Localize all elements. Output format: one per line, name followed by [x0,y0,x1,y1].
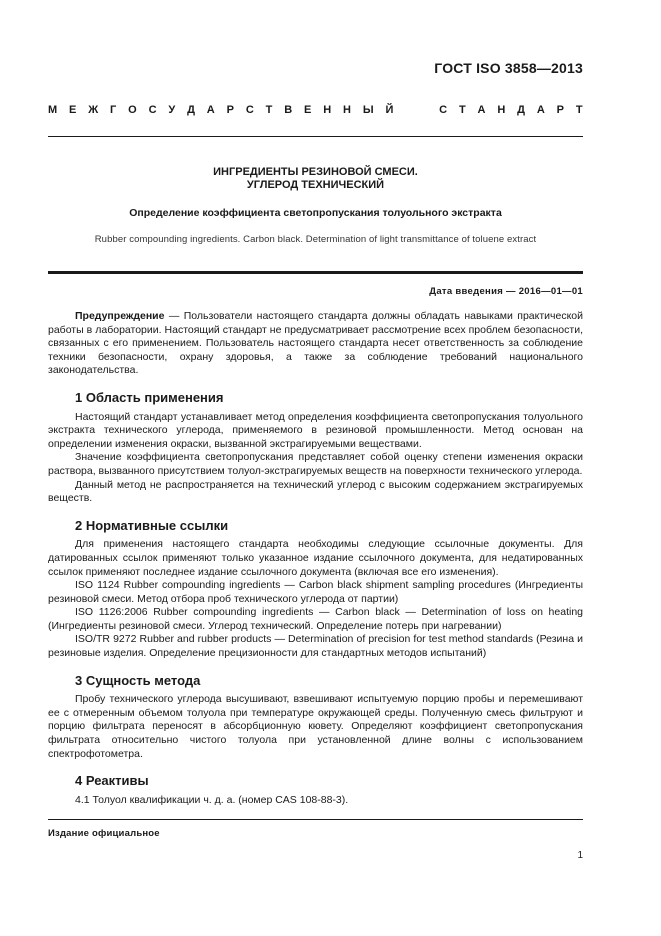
letter: Д [517,104,525,116]
document-body [48,310,583,807]
letter: О [128,104,137,116]
official-edition-label: Издание официальное [48,828,160,839]
footer-rule [48,819,583,820]
letter: С [148,104,157,116]
title-line-1: ИНГРЕДИЕНТЫ РЕЗИНОВОЙ СМЕСИ. [213,166,418,178]
document-title [48,166,583,192]
section-heading: 4 Реактивы [75,773,149,789]
page-number: 1 [577,850,583,861]
letter: Д [187,104,195,116]
letter: Ы [362,104,374,116]
letter: Н [497,104,506,116]
letter: А [206,104,215,116]
title-rule [48,271,583,274]
letter: Е [69,104,77,116]
letter: М [48,104,58,116]
reference-item: ISO/TR 9272 Rubber and rubber products — Determination of precision for test method standards (Резина и резиновые изделия. Определение прецизионности для стандартных методов испытаний) [48,633,583,660]
paragraph: Значение коэффициента светопропускания представляет собой оценку степени изменения окраски раствора, вызванного присутствием толуол-экстрагируемых веществ на поверхности технического углерода. [48,451,583,477]
paragraph: 4.1 Толуол квалификации ч. д. а. (номер CAS 108-88-3). [75,793,349,806]
warning-label: Предупреждение [75,310,165,322]
letter: Н [323,104,332,116]
letter: Н [343,104,351,116]
letter: С [245,104,254,116]
reference-item: ISO 1124 Rubber compounding ingredients — Carbon black shipment sampling procedures (Ингредиенты резиновой смеси. Метод отбора проб технического углерода от партии) [48,579,583,605]
letter: Р [556,104,565,116]
title-line-2: УГЛЕРОД ТЕХНИЧЕСКИЙ [246,179,385,191]
word-gap [405,104,427,116]
introduction-date: Дата введения — 2016—01—01 [429,286,583,297]
letter: А [536,104,545,116]
letter: Е [304,104,312,116]
paragraph: Пробу технического углерода высушивают, взвешивают испытуемую порцию пробы и перемешивают ее с отмеренным объемом толуола при температуре окружающей среды. Полученную смесь фильтруют и порцию фильтрата переносят в абсорбционную кювету. Определяют коэффициент светопропускания фильтрата относительно чистого толуола при установленной длине волны с использованием спектрофотометра. [48,693,583,760]
letter: Г [110,104,117,116]
header-rule [48,136,583,137]
letter: Т [458,104,466,116]
warning-text: — Пользователи настоящего стандарта должны обладать навыками практической работы в лаборатории. Настоящий стандарт не предусматривает рассмотрение всех проблем безопасности, связанных с его применением. Пользователь настоящего стандарта несет ответственность за соблюдение техники безопасности, охрану здоровья, а также за соблюдение требований национального законодательства. [48,310,583,377]
paragraph: Данный метод не распространяется на технический углерод с высоким содержанием экстрагируемых веществ. [48,478,583,505]
letter: Р [226,104,234,116]
letter: Т [575,104,583,116]
english-title: Rubber compounding ingredients. Carbon black. Determination of light transmittance of toluene extract [94,234,537,245]
interstate-standard-heading [48,104,583,116]
letter: У [168,104,176,116]
section-heading: 3 Сущность метода [75,672,201,688]
section-heading: 1 Область применения [75,389,224,405]
paragraph: Для применения настоящего стандарта необходимы следующие ссылочные документы. Для датированных ссылок применяют только указанное издание ссылочного документа, для недатированных ссылок применяют последнее издание ссылочного документа (включая все его изменения). [48,538,583,578]
letter: С [439,104,448,116]
section-heading: 2 Нормативные ссылки [75,517,229,533]
letter: А [477,104,486,116]
paragraph: Настоящий стандарт устанавливает метод определения коэффициента светопропускания толуольного экстракта технического углерода, применяемого в резиновой промышленности. Метод основан на определении изменения окраски, вызванной экстрагируемыми веществами. [48,410,583,450]
letter: Т [265,104,273,116]
letter: Ж [88,104,99,116]
document-subtitle: Определение коэффициента светопропускания толуольного экстракта [129,207,502,219]
warning-paragraph [48,310,583,378]
letter: Й [385,104,394,116]
letter: В [284,104,293,116]
reference-item: ISO 1126:2006 Rubber compounding ingredients — Carbon black — Determination of loss on heating (Ингредиенты резиновой смеси. Углерод технический. Определение потерь при нагревании) [48,606,583,632]
document-code: ГОСТ ISO 3858—2013 [434,60,583,76]
